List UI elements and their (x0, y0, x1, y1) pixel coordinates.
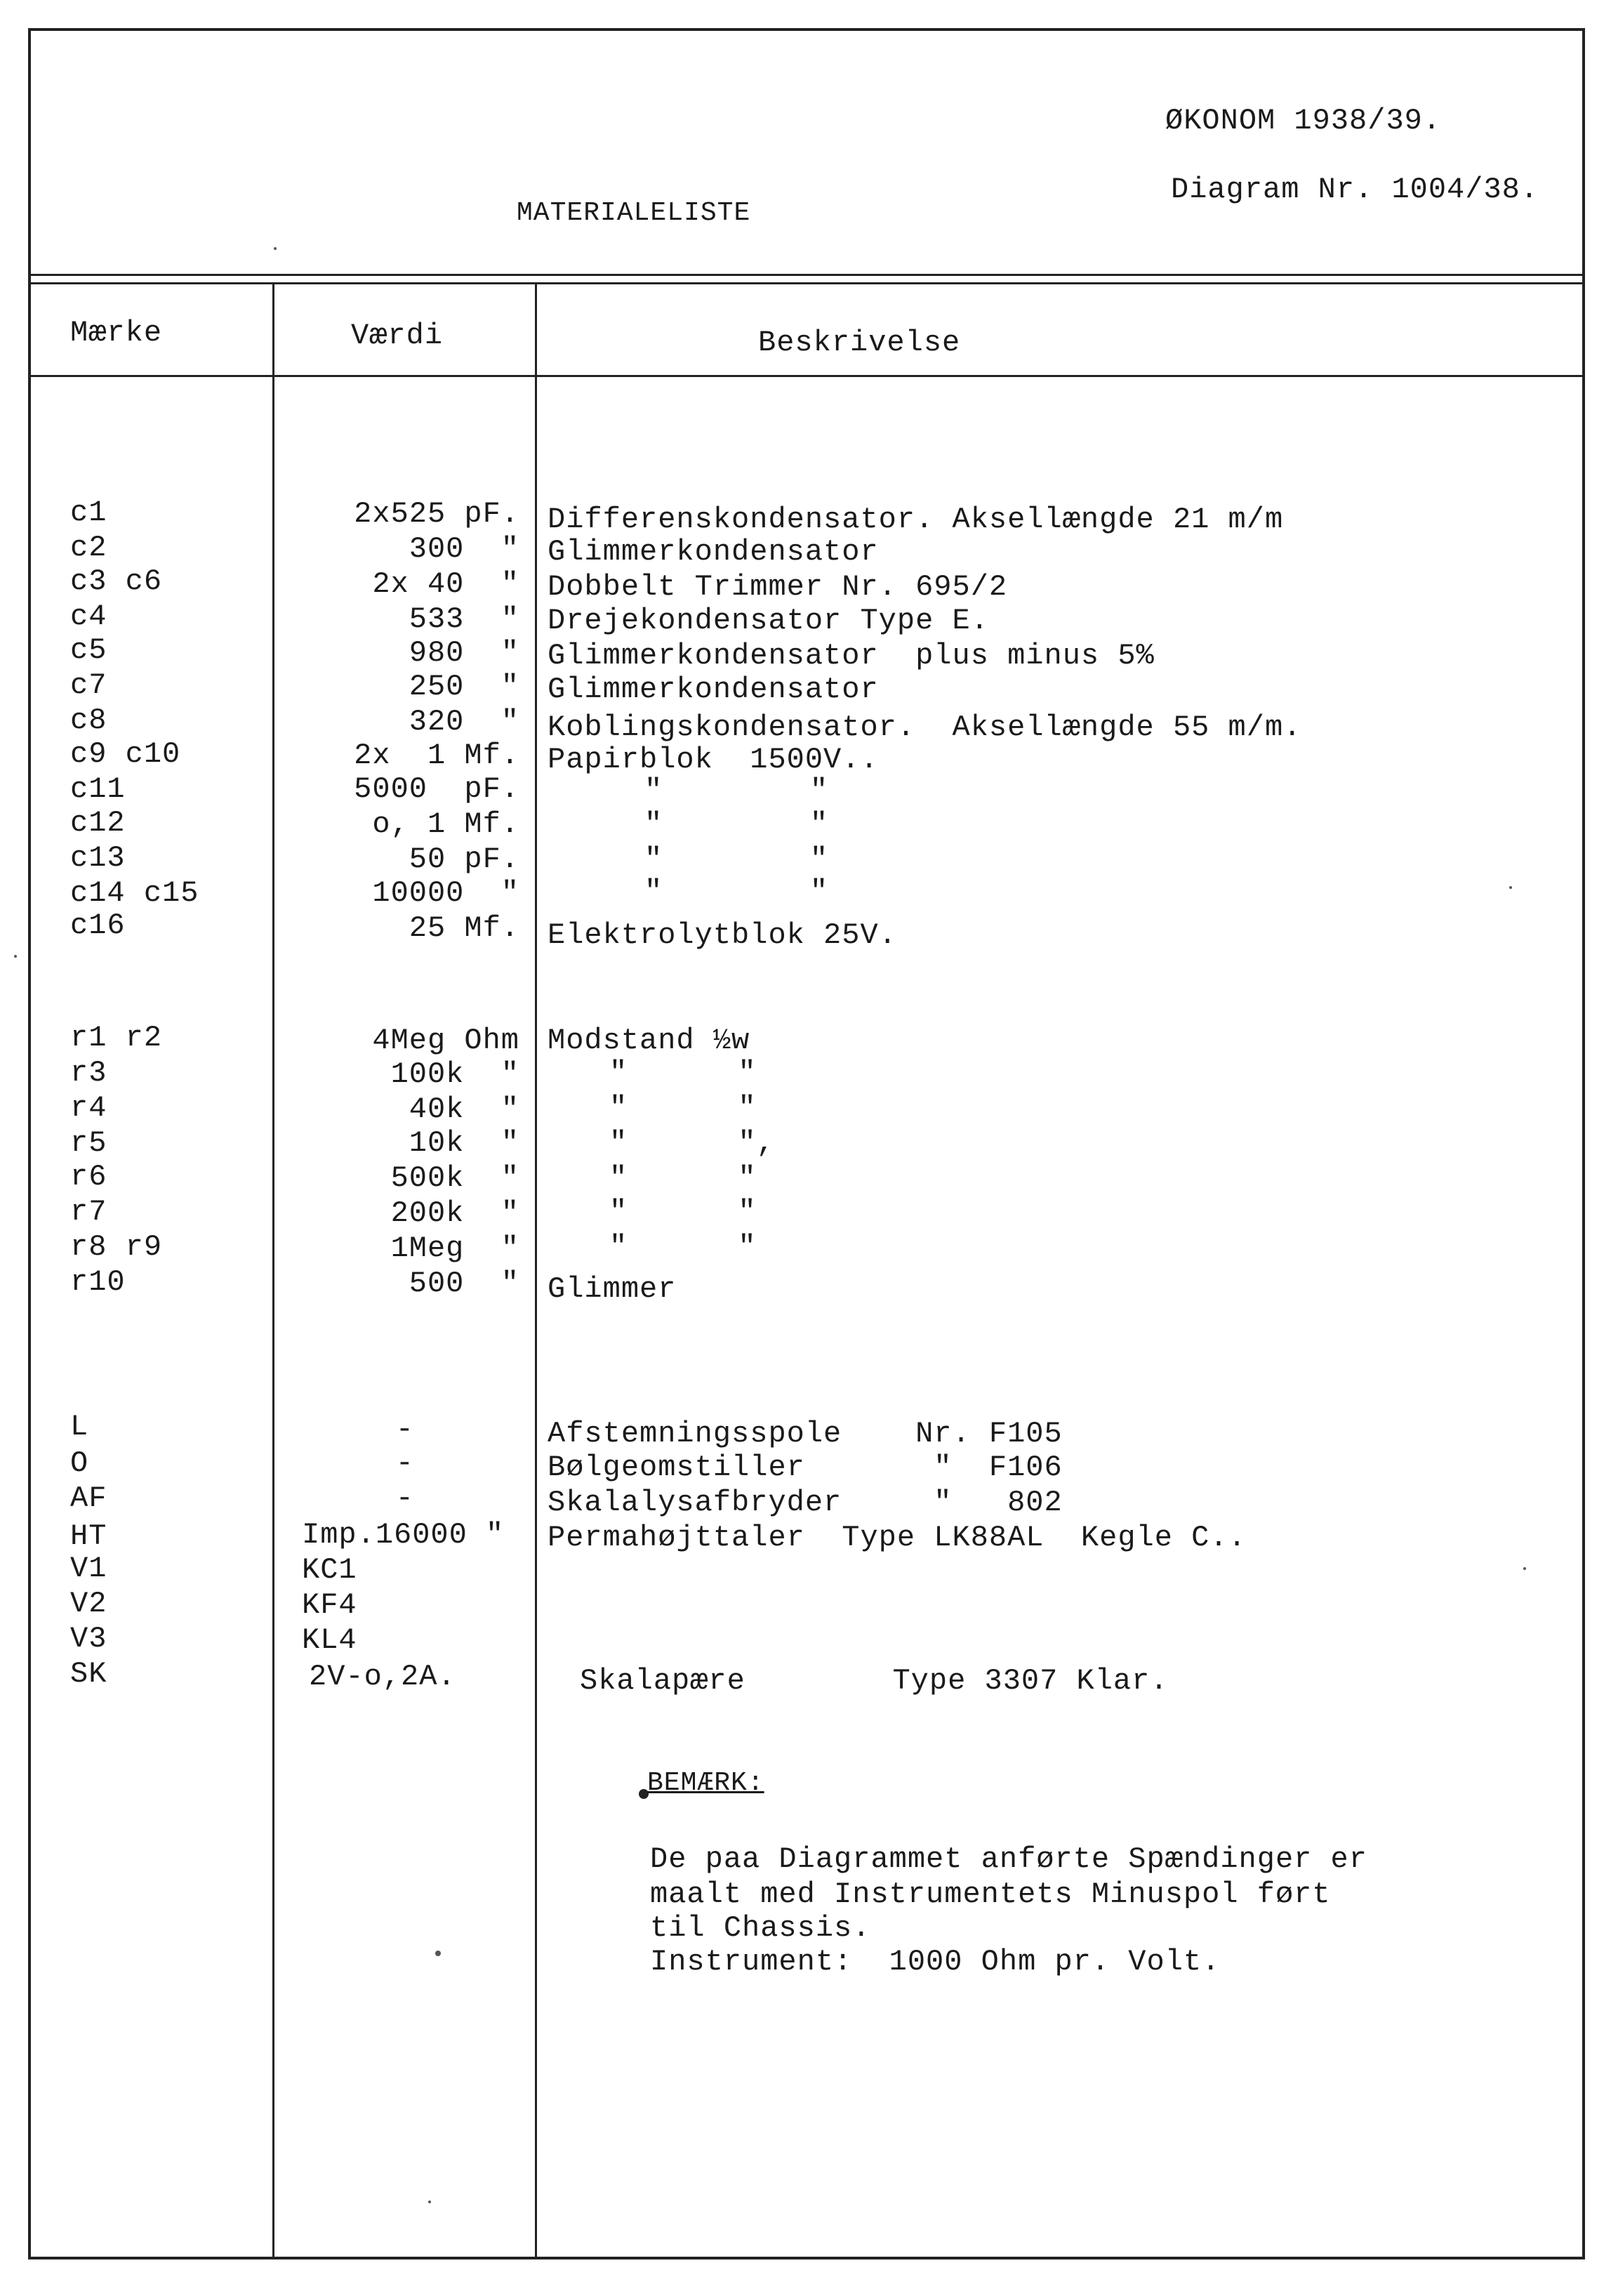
resistor-description: " " (609, 1195, 757, 1229)
component-value: KF4 (302, 1588, 357, 1622)
cap-description: Koblingskondensator. Aksellængde 55 m/m. (548, 711, 1302, 744)
resistor-value: 1Meg " (390, 1232, 519, 1265)
cap-description: Drejekondensator Type E. (548, 604, 989, 638)
cap-mark: c5 (70, 633, 107, 667)
cap-mark: c3 c6 (70, 565, 163, 598)
column-header-description: Beskrivelse (758, 326, 961, 359)
cap-mark: c8 (70, 704, 107, 737)
component-mark: V3 (70, 1622, 107, 1656)
resistor-description: " " (609, 1230, 757, 1264)
component-value: KL4 (302, 1623, 357, 1657)
cap-mark: c14 c15 (70, 876, 199, 910)
cap-mark: c2 (70, 531, 107, 565)
cap-mark: c1 (70, 496, 107, 529)
note-line: maalt med Instrumentets Minuspol ført (650, 1878, 1331, 1911)
cap-value: 300 " (409, 532, 519, 566)
cap-description: Glimmerkondensator plus minus 5% (548, 639, 1155, 673)
component-mark: V1 (70, 1552, 107, 1585)
diagram-number: Diagram Nr. 1004/38. (1171, 173, 1539, 206)
cap-value: 320 " (409, 705, 519, 739)
resistor-value: 500 " (409, 1267, 519, 1300)
component-description: Skalalysafbryder " 802 (548, 1486, 1063, 1519)
cap-description: Differenskondensator. Aksellængde 21 m/m (548, 503, 1284, 536)
header-rule-bottom (29, 282, 1584, 284)
cap-mark: c9 c10 (70, 737, 181, 771)
resistor-value: 40k " (409, 1093, 519, 1126)
component-mark: L (70, 1410, 89, 1444)
note-heading: BEMÆRK: (647, 1768, 764, 1798)
cap-value: 2x525 pF. (354, 497, 519, 531)
component-value: 2V-o,2A. (309, 1660, 456, 1694)
column-divider-2 (535, 284, 537, 2259)
component-value: - (395, 1482, 414, 1515)
component-value: Imp.16000 " (302, 1518, 505, 1552)
paper-speck (1523, 1567, 1526, 1570)
cap-description: " " (644, 807, 829, 841)
paper-speck (435, 1951, 441, 1956)
cap-description: Dobbelt Trimmer Nr. 695/2 (548, 570, 1008, 604)
cap-mark: c7 (70, 668, 107, 702)
cap-value: 2x 1 Mf. (354, 739, 519, 772)
component-mark: V2 (70, 1587, 107, 1621)
component-description: Bølgeomstiller " F106 (548, 1451, 1063, 1484)
resistor-value: 10k " (409, 1126, 519, 1160)
resistor-description: " " (609, 1056, 757, 1090)
paper-speck (1509, 886, 1512, 889)
cap-mark: c12 (70, 806, 126, 840)
cap-description: Elektrolytblok 25V. (548, 918, 897, 952)
resistor-mark: r8 r9 (70, 1230, 163, 1264)
resistor-mark: r5 (70, 1126, 107, 1160)
resistor-mark: r4 (70, 1091, 107, 1125)
column-header-value: Værdi (351, 319, 444, 352)
cap-description: Glimmerkondensator (548, 535, 879, 569)
cap-value: 50 pF. (409, 843, 519, 876)
component-value: KC1 (302, 1553, 357, 1587)
paper-speck (274, 247, 277, 250)
resistor-mark: r7 (70, 1195, 107, 1229)
cap-value: 25 Mf. (409, 911, 519, 945)
component-value: - (395, 1446, 414, 1480)
note-line: Instrument: 1000 Ohm pr. Volt. (650, 1945, 1221, 1979)
cap-mark: c16 (70, 909, 126, 942)
resistor-description: " " (609, 1161, 757, 1195)
cap-value: 5000 pF. (354, 772, 519, 806)
resistor-mark: r10 (70, 1265, 126, 1299)
resistor-description: Glimmer (548, 1272, 677, 1306)
component-value: - (395, 1413, 414, 1446)
resistor-mark: r6 (70, 1160, 107, 1194)
note-line: De paa Diagrammet anførte Spændinger er (650, 1842, 1367, 1876)
note-line: til Chassis. (650, 1911, 871, 1945)
cap-description: " " (644, 843, 829, 876)
component-mark: HT (70, 1519, 107, 1553)
column-divider-1 (272, 284, 274, 2259)
cap-mark: c4 (70, 600, 107, 633)
cap-description: " " (644, 875, 829, 909)
cap-value: 250 " (409, 670, 519, 704)
cap-mark: c13 (70, 841, 126, 875)
component-mark: AF (70, 1482, 107, 1515)
component-description: Permahøjttaler Type LK88AL Kegle C.. (548, 1521, 1247, 1555)
cap-value: 10000 " (372, 876, 519, 910)
resistor-mark: r3 (70, 1056, 107, 1090)
cap-value: o, 1 Mf. (372, 807, 519, 841)
header-rule-top (29, 274, 1584, 276)
resistor-description: " ", (609, 1126, 775, 1160)
paper-speck (14, 955, 17, 958)
company-year-label: ØKONOM 1938/39. (1165, 104, 1442, 138)
resistor-value: 200k " (390, 1196, 519, 1230)
page-title: MATERIALELISTE (517, 198, 751, 228)
component-mark: O (70, 1446, 89, 1480)
component-description: Skalapære Type 3307 Klar. (580, 1664, 1169, 1698)
resistor-value: 500k " (390, 1161, 519, 1195)
cap-description: " " (644, 774, 829, 807)
cap-value: 2x 40 " (372, 567, 519, 601)
cap-mark: c11 (70, 772, 126, 806)
resistor-description: Modstand ½w (548, 1024, 750, 1057)
paper-speck (428, 2201, 431, 2203)
cap-description: Glimmerkondensator (548, 673, 879, 706)
cap-value: 980 " (409, 636, 519, 670)
column-header-mark: Mærke (70, 316, 163, 350)
resistor-mark: r1 r2 (70, 1021, 163, 1055)
cap-value: 533 " (409, 602, 519, 636)
resistor-value: 4Meg Ohm (372, 1024, 519, 1057)
resistor-value: 100k " (390, 1057, 519, 1091)
component-mark: SK (70, 1657, 107, 1691)
resistor-description: " " (609, 1091, 757, 1125)
component-description: Afstemningsspole Nr. F105 (548, 1417, 1063, 1451)
column-header-rule (29, 375, 1584, 377)
cap-description: Papirblok 1500V.. (548, 743, 879, 777)
